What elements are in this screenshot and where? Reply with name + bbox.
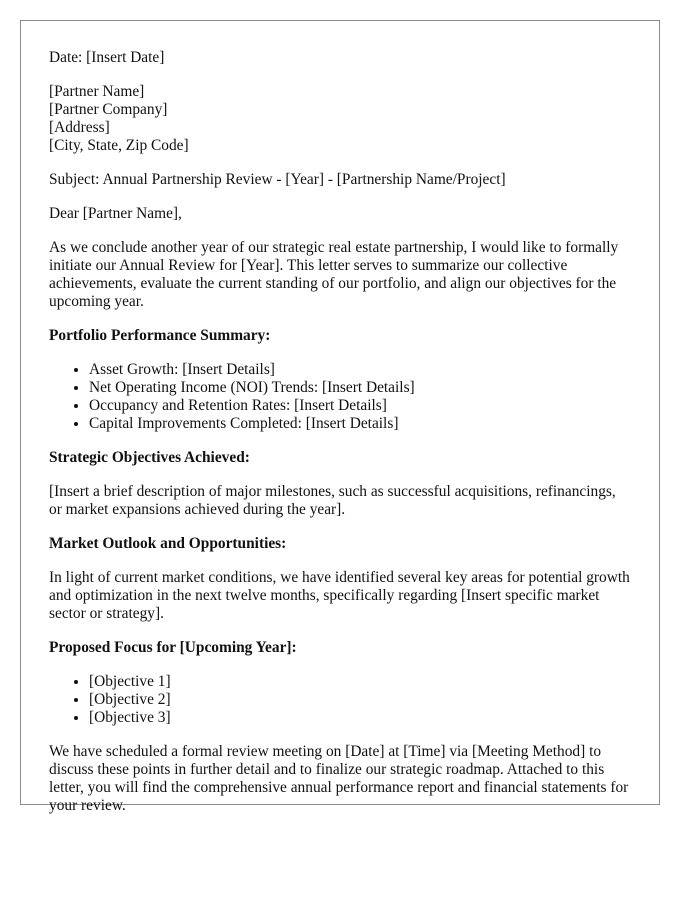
market-outlook-heading: Market Outlook and Opportunities: — [49, 535, 287, 552]
list-item: • Asset Growth: [Insert Details] — [89, 361, 631, 379]
objectives-achieved-heading: Strategic Objectives Achieved: — [49, 449, 250, 466]
portfolio-performance-heading: Portfolio Performance Summary: — [49, 327, 271, 344]
date-line: Date: [Insert Date] — [49, 49, 165, 66]
letter-page — [20, 20, 660, 814]
proposed-focus-heading: Proposed Focus for [Upcoming Year]: — [49, 639, 297, 656]
list-item: • [Objective 1] — [89, 673, 631, 691]
proposed-focus-list — [49, 673, 631, 727]
salutation: Dear [Partner Name], — [49, 205, 182, 222]
recipient-address: [Address] — [49, 119, 110, 136]
objectives-achieved-body: [Insert a brief description of major milestones, such as successful acquisitions, refinancings, or market expansions achieved during the year]. — [49, 483, 616, 518]
closing-paragraph: We have scheduled a formal review meeting on [Date] at [Time] via [Meeting Method] to discuss these points in further detail and to finalize our strategic roadmap. Attached to this letter, you will find the comprehensive annual performance report and financial statements for your review. — [49, 743, 629, 814]
list-item: • [Objective 2] — [89, 691, 631, 709]
list-item: • Occupancy and Retention Rates: [Insert Details] — [89, 397, 631, 415]
letter-body — [21, 21, 659, 815]
portfolio-performance-list — [49, 361, 631, 433]
intro-paragraph: As we conclude another year of our strategic real estate partnership, I would like to formally initiate our Annual Review for [Year]. This letter serves to summarize our collective achievements, evaluate the current standing of our portfolio, and align our objectives for the upcoming year. — [49, 239, 619, 310]
list-item: • Capital Improvements Completed: [Insert Details] — [89, 415, 631, 433]
market-outlook-body: In light of current market conditions, we have identified several key areas for potential growth and optimization in the next twelve months, specifically regarding [Insert specific market sector or strategy]. — [49, 569, 630, 622]
recipient-address-block — [49, 83, 631, 155]
list-item: • [Objective 3] — [89, 709, 631, 727]
recipient-company: [Partner Company] — [49, 101, 168, 118]
list-item: • Net Operating Income (NOI) Trends: [Insert Details] — [89, 379, 631, 397]
subject-line: Subject: Annual Partnership Review - [Year] - [Partnership Name/Project] — [49, 171, 506, 188]
recipient-name: [Partner Name] — [49, 83, 145, 100]
recipient-city-state-zip: [City, State, Zip Code] — [49, 137, 189, 154]
